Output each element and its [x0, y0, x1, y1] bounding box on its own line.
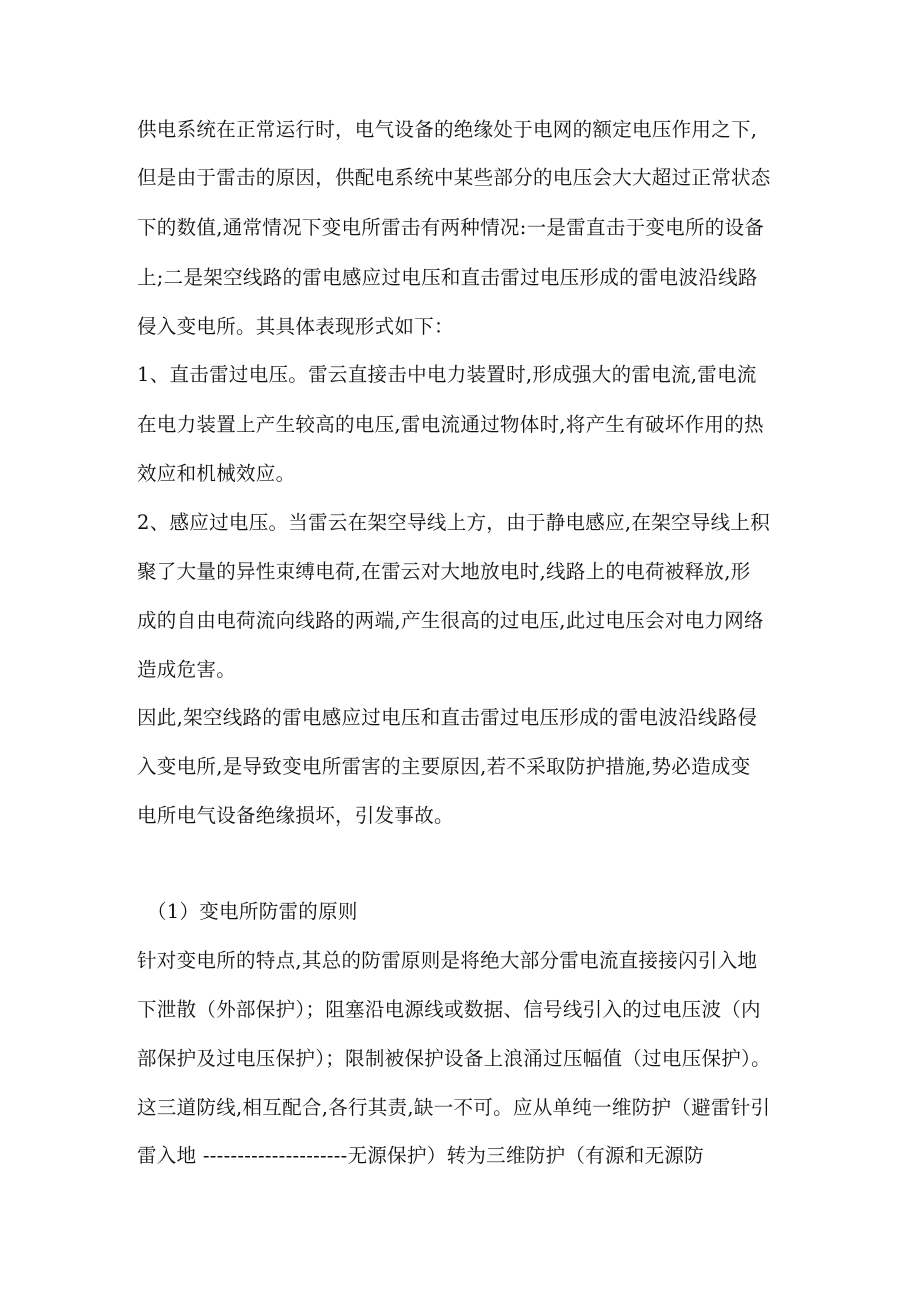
text-line: 因此,架空线路的雷电感应过电压和直击雷过电压形成的雷电波沿线路侵: [137, 706, 758, 729]
text-line: 电所电气设备绝缘损坏，引发事故。: [137, 804, 454, 827]
text-line: 下泄散（外部保护）；阻塞沿电源线或数据、信号线引入的过电压波（内: [137, 998, 761, 1021]
text-line: 成的自由电荷流向线路的两端,产生很高的过电压,此过电压会对电力网络: [137, 609, 764, 632]
text-line: 部保护及过电压保护）；限制被保护设备上浪涌过压幅值（过电压保护）。: [137, 1047, 771, 1070]
text-line: 供电系统在正常运行时，电气设备的绝缘处于电网的额定电压作用之下,: [137, 118, 758, 141]
text-line: 侵入变电所。其具体表现形式如下：: [137, 315, 454, 338]
text-line: 下的数值,通常情况下变电所雷击有两种情况:一是雷直击于变电所的设备: [137, 216, 765, 239]
text-line: 效应和机械效应。: [137, 462, 296, 485]
text-line: 2、感应过电压。当雷云在架空导线上方，由于静电感应,在架空导线上积: [137, 511, 771, 534]
text-line: 入变电所,是导致变电所雷害的主要原因,若不采取防护措施,势必造成变: [137, 755, 751, 778]
text-line: 针对变电所的特点,其总的防雷原则是将绝大部分雷电流直接接闪引入地: [137, 949, 758, 972]
text-line: 1、直击雷过电压。雷云直接击中电力装置时,形成强大的雷电流,雷电流: [137, 363, 757, 386]
text-line: 但是由于雷击的原因，供配电系统中某些部分的电压会大大超过正常状态: [137, 166, 771, 189]
text-line: 雷入地 ---------------------无源保护）转为三维防护（有源和无源防: [137, 1144, 704, 1167]
text-line: 这三道防线,相互配合,各行其责,缺一不可。应从单纯一维防护（避雷针引: [137, 1096, 771, 1119]
section-heading: （1）变电所防雷的原则: [147, 900, 358, 923]
text-line: 造成危害。: [137, 658, 237, 681]
text-line: 聚了大量的异性束缚电荷,在雷云对大地放电时,线路上的电荷被释放,形: [137, 560, 751, 583]
text-line: 上;二是架空线路的雷电感应过电压和直击雷过电压形成的雷电波沿线路: [137, 266, 758, 289]
text-line: 在电力装置上产生较高的电压,雷电流通过物体时,将产生有破坏作用的热: [137, 413, 764, 436]
